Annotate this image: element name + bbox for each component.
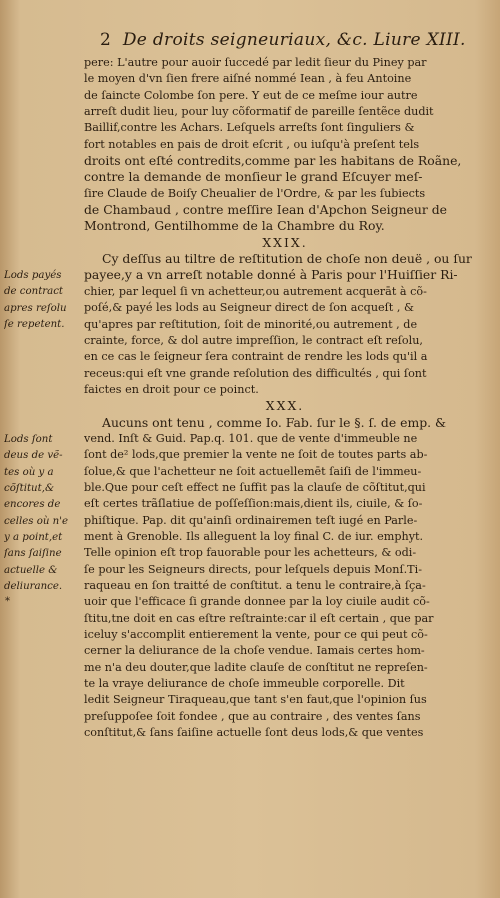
margin-note-line: deliurance. (4, 581, 63, 593)
text-line: raqueau en ſon traitté de conſtitut. a tenu le contraire,à ſça- (84, 579, 426, 592)
text-line: ment à Grenoble. Ils alleguent la loy final C. de iur. emphyt. (84, 529, 424, 543)
margin-note-line: actuelle & (4, 564, 58, 576)
text-line: vend. Inſt & Guid. Pap.q. 101. que de vente d'immeuble ne (84, 431, 418, 445)
text-line: de ſaincte Colombe ſon pere. Y eut de ce meſme iour autre (84, 88, 418, 102)
margin-note-line: Lods ſont (4, 434, 53, 445)
text-line: de Chambaud , contre meſſire Iean d'Apchon Seigneur de (84, 202, 447, 218)
margin-note-line: cõſtitut,& (4, 483, 55, 495)
text-line: ſe pour les Seigneurs directs, pour leſquels depuis Monſ.Ti- (84, 562, 422, 576)
text-line: uoir que l'efficace ſi grande donnee par la loy ciuile audit cõ- (84, 595, 430, 609)
paragraph-2 (84, 251, 486, 398)
text-line: fort notables en pais de droit eſcrit , ou iuſqu'à preſent tels (84, 137, 420, 151)
paragraph-1 (84, 55, 486, 235)
text-line: crainte, force, & dol autre impreſſion, le contract eſt reſolu, (84, 333, 423, 347)
text-line: chier, par lequel ſi vn achetteur,ou autrement acquerāt à cõ- (84, 284, 427, 298)
paragraph-3 (84, 415, 486, 742)
margin-note-line: Lods payés (4, 270, 62, 281)
text-line: ſolue,& que l'achetteur ne ſoit actuellemēt ſaiſi de l'immeu- (84, 464, 422, 478)
margin-note-lods-sont-deus (4, 432, 88, 595)
text-line: preſuppoſee ſoit fondee , que au contraire , des ventes ſans (84, 709, 421, 723)
section-heading-xxx: XXX. (265, 398, 305, 414)
margin-note-lods-payes (4, 268, 88, 333)
margin-note-line: y a point,et (4, 532, 63, 544)
text-line: Aucuns ont tenu , comme Io. Fab. ſur le §. ſ. de emp. & (102, 414, 447, 430)
text-line: me n'a deu douter,que ladite clauſe de conſtitut ne repreſen- (84, 660, 428, 674)
text-line: phiſtique. Pap. dit qu'ainſi ordinairemen teſt iugé en Parle- (84, 513, 418, 527)
text-line: ble.Que pour ceſt effect ne ſuffit pas la clauſe de cõſtitut,qui (84, 480, 426, 494)
page-number: 2 (100, 30, 112, 50)
main-text (84, 55, 486, 741)
text-line: le moyen d'vn ſien frere aiſné nommé Iean , à feu Antoine (84, 72, 412, 86)
margin-note-line: apres reſolu (4, 302, 67, 314)
text-line: qu'apres par reſtitution, ſoit de minorité,ou autrement , de (84, 317, 418, 331)
margin-note-line: ſe repetent. (4, 319, 65, 331)
text-line: arreſt dudit lieu, pour luy cõformatif de pareille ſentẽce dudit (84, 105, 434, 119)
margin-note-line: deus de vẽ- (4, 450, 63, 462)
margin-asterisk: * (5, 596, 10, 607)
text-line: ledit Seigneur Tiraqueau,que tant s'en faut,que l'opinion ſus (84, 693, 427, 707)
text-line: Cy deſſus au tiltre de reſtitution de choſe non deuë , ou ſur (102, 251, 472, 267)
text-line: Montrond, Gentilhomme de la Chambre du Roy. (84, 218, 385, 234)
margin-note-line: tes où y a (4, 466, 54, 478)
running-title: De droits seigneuriaux, &c. Liure XIII. (122, 30, 466, 50)
text-line: ſire Claude de Boiſy Cheualier de l'Ordre, & par les ſubiects (84, 186, 426, 200)
margin-note-line: de contract (4, 286, 64, 298)
text-line: conſtitut,& ſans ſaiſine actuelle ſont deus lods,& que ventes (84, 726, 424, 740)
text-line: eſt certes trãſlatiue de poſſeſſion:mais,dient ils, ciuile, & ſo- (84, 497, 423, 511)
margin-note-line: ſans ſaiſine (4, 548, 62, 560)
margin-note-line: celles où n'e (4, 515, 69, 527)
text-line: poſé,& payé les lods au Seigneur direct de ſon acqueſt , & (84, 301, 414, 315)
text-line: te la vraye deliurance de choſe immeuble corporelle. Dit (84, 677, 405, 691)
running-header (100, 30, 485, 50)
section-heading-xxix: XXIX. (262, 234, 308, 250)
text-line: Baillif,contre les Achars. Leſquels arreſts ſont ſinguliers & (84, 121, 415, 135)
text-line: payee,y a vn arreſt notable donné à Paris pour l'Huiſſier Ri- (84, 267, 458, 283)
text-line: receus:qui eſt vne grande reſolution des difficultés , qui ſont (84, 366, 427, 380)
text-line: ſont de² lods,que premier la vente ne ſoit de toutes parts ab- (84, 448, 428, 462)
text-line: pere: L'autre pour auoir ſuccedé par ledit ſieur du Piney par (84, 56, 427, 69)
text-line: droits ont eſté contredits,comme par les habitans de Roãne, (84, 153, 462, 169)
margin-note-line: encores de (4, 499, 61, 511)
text-line: cerner la deliurance de la choſe vendue. Iamais certes hom- (84, 644, 425, 658)
text-line: faictes en droit pour ce poinct. (84, 382, 259, 396)
text-line: ſtitu,tne doit en cas eſtre reſtrainte:car il eſt certain , que par (84, 611, 434, 625)
text-line: iceluy s'accomplit entierement la vente, pour ce qui peut cõ- (84, 628, 428, 642)
text-line: contre la demande de monſieur le grand Eſcuyer meſ- (84, 169, 423, 185)
text-line: en ce cas le ſeigneur ſera contraint de rendre les lods qu'il a (84, 350, 428, 364)
text-line: Telle opinion eſt trop fauorable pour les achetteurs, & odi- (84, 546, 417, 560)
